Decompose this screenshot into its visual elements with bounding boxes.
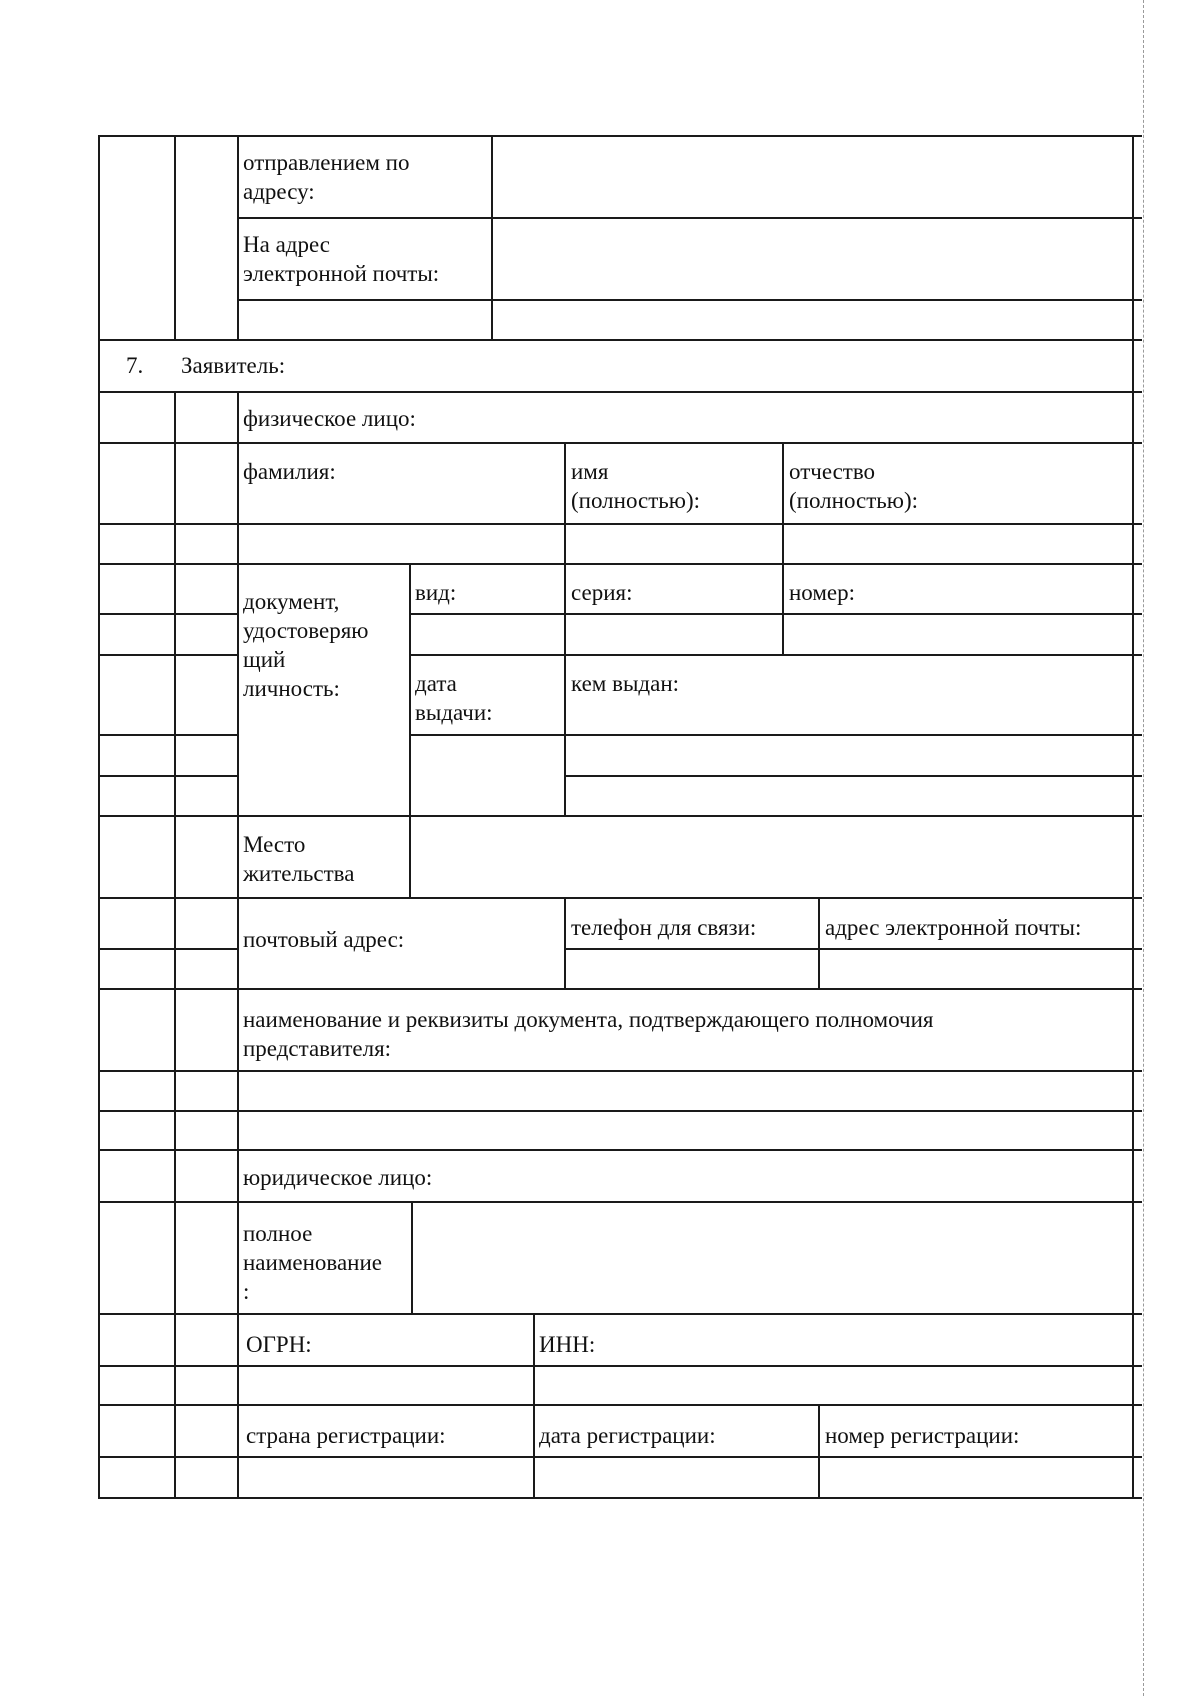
reg-number-label: номер регистрации:: [825, 1423, 1020, 1448]
inn-label: ИНН:: [539, 1332, 596, 1357]
postal-address-label: почтовый адрес:: [243, 927, 405, 952]
doc-number-label: номер:: [789, 580, 856, 605]
residence-label: Место жительства: [243, 832, 355, 886]
reg-date-label: дата регистрации:: [539, 1423, 716, 1448]
email-label: адрес электронной почты:: [825, 915, 1082, 940]
patronymic-label: отчество (полностью):: [789, 459, 919, 513]
delivery-by-post-label: отправлением по адресу:: [243, 150, 410, 204]
first-name-label: имя (полностью):: [571, 459, 701, 513]
full-name-label: полное наименование :: [243, 1221, 382, 1304]
doc-type-label: вид:: [415, 580, 457, 605]
section-number: 7.: [126, 353, 144, 378]
id-document-label: документ, удостоверяю щий личность:: [243, 589, 369, 701]
representative-doc-label: наименование и реквизиты документа, подтверждающего полномочия представителя:: [243, 1007, 934, 1061]
issue-date-label: дата выдачи:: [415, 671, 493, 725]
ogrn-label: ОГРН:: [246, 1332, 312, 1357]
reg-country-label: страна регистрации:: [246, 1423, 446, 1448]
issued-by-label: кем выдан:: [571, 671, 680, 696]
phone-label: телефон для связи:: [571, 915, 757, 940]
doc-series-label: серия:: [571, 580, 633, 605]
individual-heading: физическое лицо:: [243, 406, 416, 431]
section-title: Заявитель:: [181, 353, 286, 378]
legal-entity-heading: юридическое лицо:: [243, 1165, 433, 1190]
surname-label: фамилия:: [243, 459, 336, 484]
delivery-by-email-label: На адрес электронной почты:: [243, 232, 440, 286]
